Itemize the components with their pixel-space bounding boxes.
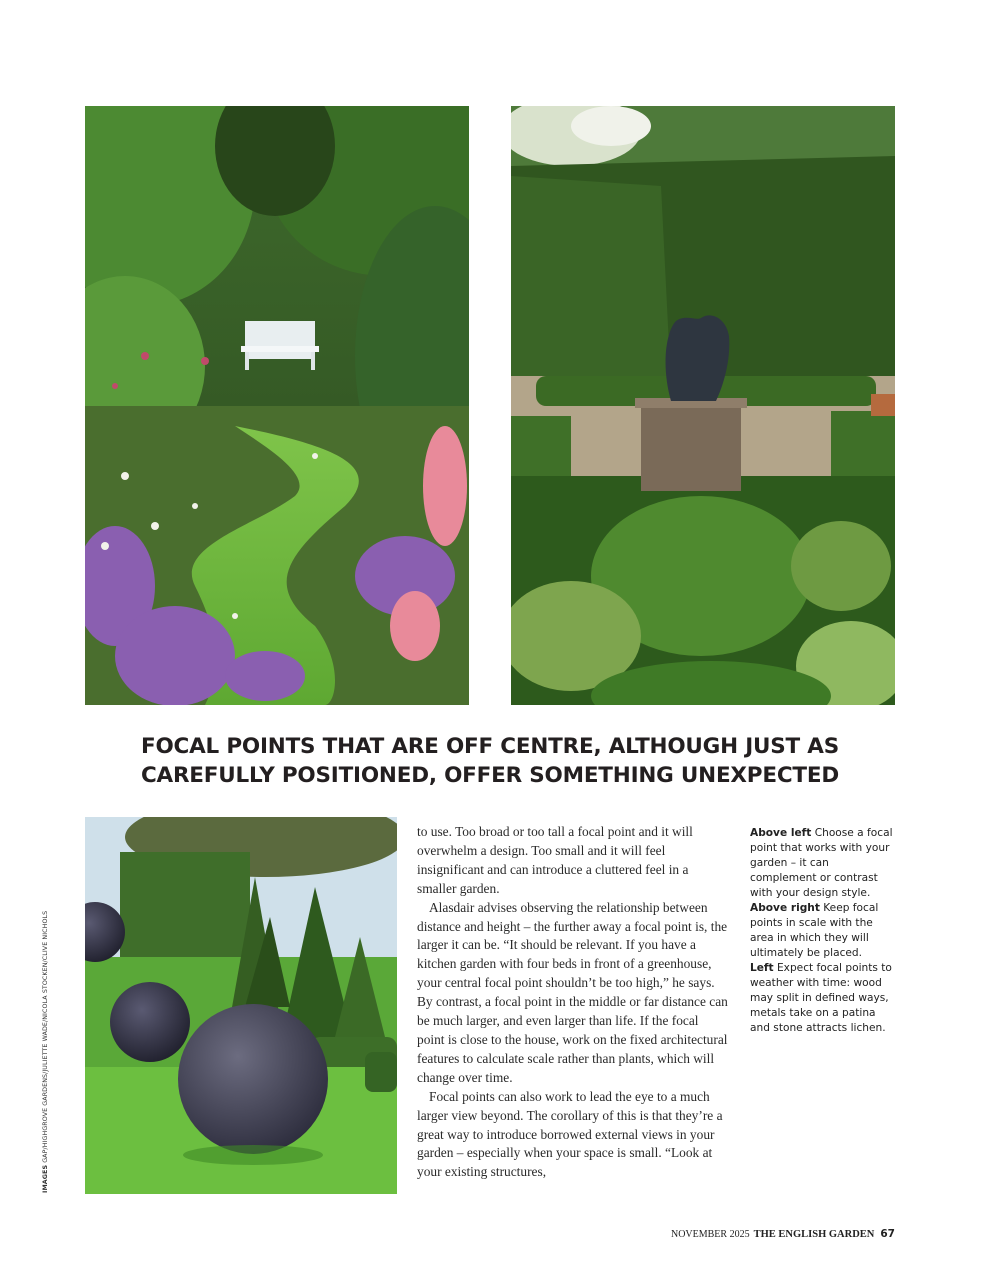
credit-text: GAP/HIGHGROVE GARDENS/JULIETTE WADE/NICOLA STOCKEN/CLIVE NICHOLS — [42, 910, 49, 1163]
caption-left — [750, 961, 898, 1036]
caption-text: Expect focal points to weather with time: wood may split in defined ways, metals take on a patina and stone attracts lichen. — [750, 962, 892, 1034]
pull-quote-line-1: FOCAL POINTS THAT ARE OFF CENTRE, ALTHOUGH JUST AS — [140, 734, 840, 759]
caption-label: Above right — [750, 902, 820, 914]
caption-text: Choose a focal point that works with your garden – it can complement or contrast with your design style. — [750, 827, 893, 899]
garden-path-image — [85, 106, 469, 705]
photo-captions — [750, 826, 898, 1036]
body-paragraph: to use. Too broad or too tall a focal point and it will overwhelm a design. Too small and it will feel insignificant and can introduce a cluttered feel in a smaller garden. — [417, 824, 693, 896]
issue-date: NOVEMBER 2025 — [670, 1229, 750, 1240]
photo-parterre-sculpture — [511, 106, 895, 705]
caption-label: Left — [750, 962, 774, 974]
magazine-title: THE ENGLISH GARDEN — [753, 1229, 875, 1240]
pull-quote — [85, 732, 895, 790]
body-paragraph: Alasdair advises observing the relationship between distance and height – the further away a focal point is, the larger it can be. “It should be relevant. If you have a kitchen garden with four beds in front of a greenhouse, your central focal point shouldn’t be too high,” he says. By contrast, a focal point in the middle or far distance can be much larger, and even larger than life. If the focal point is close to the house, work on the fixed architectural features to calculate scale rather than plants, which will change over time. — [417, 899, 728, 1085]
slate-spheres-image — [85, 817, 397, 1194]
article-body — [417, 823, 729, 1182]
body-paragraph: Focal points can also work to lead the eye to a much larger view beyond. The corollary of this is that they’re a great way to introduce borrowed external views in your garden – especially when your space is small. “Look at your existing structures, — [417, 1088, 723, 1180]
page-footer — [671, 1228, 895, 1240]
image-credit — [42, 911, 49, 1193]
page-number: 67 — [880, 1228, 895, 1240]
parterre-image — [511, 106, 895, 705]
caption-above-right — [750, 901, 898, 961]
photo-garden-path — [85, 106, 469, 705]
caption-label: Above left — [750, 827, 812, 839]
photo-slate-spheres — [85, 817, 397, 1194]
pull-quote-line-2: CAREFULLY POSITIONED, OFFER SOMETHING UNEXPECTED — [140, 763, 840, 788]
credit-label: IMAGES — [42, 1164, 49, 1193]
caption-above-left — [750, 826, 898, 901]
caption-text: Keep focal points in scale with the area in which they will ultimately be placed. — [750, 902, 879, 959]
